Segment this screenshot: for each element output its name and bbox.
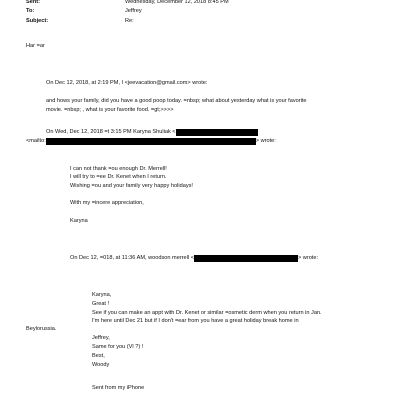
redaction-bar bbox=[194, 255, 298, 262]
msg2-attribution-text: On Wed, Dec 12, 2018 =t 3:15 PM Karyna Shuliak < bbox=[46, 129, 176, 135]
msg3-line: I'm here until Dec 21 but if I don't =ear from you have a great holiday break home in bbox=[92, 318, 299, 324]
footer-signature: Sent from my iPhone bbox=[92, 385, 145, 391]
msg3-line: Best, bbox=[92, 353, 105, 359]
msg2-line: I can not thank =ou enough Dr. Merrell! bbox=[70, 166, 167, 172]
redaction-bar bbox=[176, 129, 258, 136]
sent-label: Sent: bbox=[26, 0, 40, 5]
redaction-bar bbox=[46, 138, 256, 145]
msg3-line: Jeffrey, bbox=[92, 335, 110, 341]
msg2-attribution bbox=[46, 129, 258, 136]
msg1-attribution: On Dec 12, 2018, at 2:19 PM, I <jeevacation@gmail.com> wrote: bbox=[46, 80, 208, 86]
wrote-text: > wrote: bbox=[255, 138, 276, 144]
msg3-attribution-text: On Dec 12, =018, at 11:36 AM, woodson merrell < bbox=[70, 255, 194, 261]
wrote-text: > wrote: bbox=[297, 255, 319, 261]
to-value: Jeffrey bbox=[125, 8, 142, 14]
msg3-line: Beylorussia. bbox=[26, 326, 57, 332]
subject-value: Re: bbox=[125, 18, 134, 24]
to-label: To: bbox=[26, 8, 35, 14]
greeting: Har =ar bbox=[26, 43, 45, 49]
msg3-line: Same for you (Vl ?) ! bbox=[92, 344, 144, 350]
msg3-line: Karyna, bbox=[92, 292, 112, 298]
sent-value: Wednesday, December 12, 2018 8:45 PM bbox=[125, 0, 229, 5]
msg3-signature: Woody bbox=[92, 362, 110, 368]
msg2-line: I will try to =ee Dr. Kenet when I return. bbox=[70, 174, 167, 180]
msg3-attribution bbox=[70, 255, 318, 262]
msg3-line: Great ! bbox=[92, 301, 110, 307]
msg2-line: With my =incere appreciation, bbox=[70, 200, 144, 206]
msg1-line: movie. =nbsp; , what is your favorite food. =gt;>>>> bbox=[46, 107, 174, 113]
msg2-attribution-mailto bbox=[26, 138, 276, 145]
subject-label: Subject: bbox=[26, 18, 49, 24]
msg2-line: Wishing =ou and your family very happy holidays! bbox=[70, 183, 193, 189]
msg3-line: See if you can make an appt with Dr. Kenet or similar =osmetic derm when you return in Jan. bbox=[92, 310, 322, 316]
mailto-text: <mailto: bbox=[26, 138, 46, 144]
msg1-line: and hows your family, did you have a good poop today. =nbsp; what about yesterday what is your favorite bbox=[46, 98, 307, 104]
msg2-signature: Karyna bbox=[70, 218, 88, 224]
